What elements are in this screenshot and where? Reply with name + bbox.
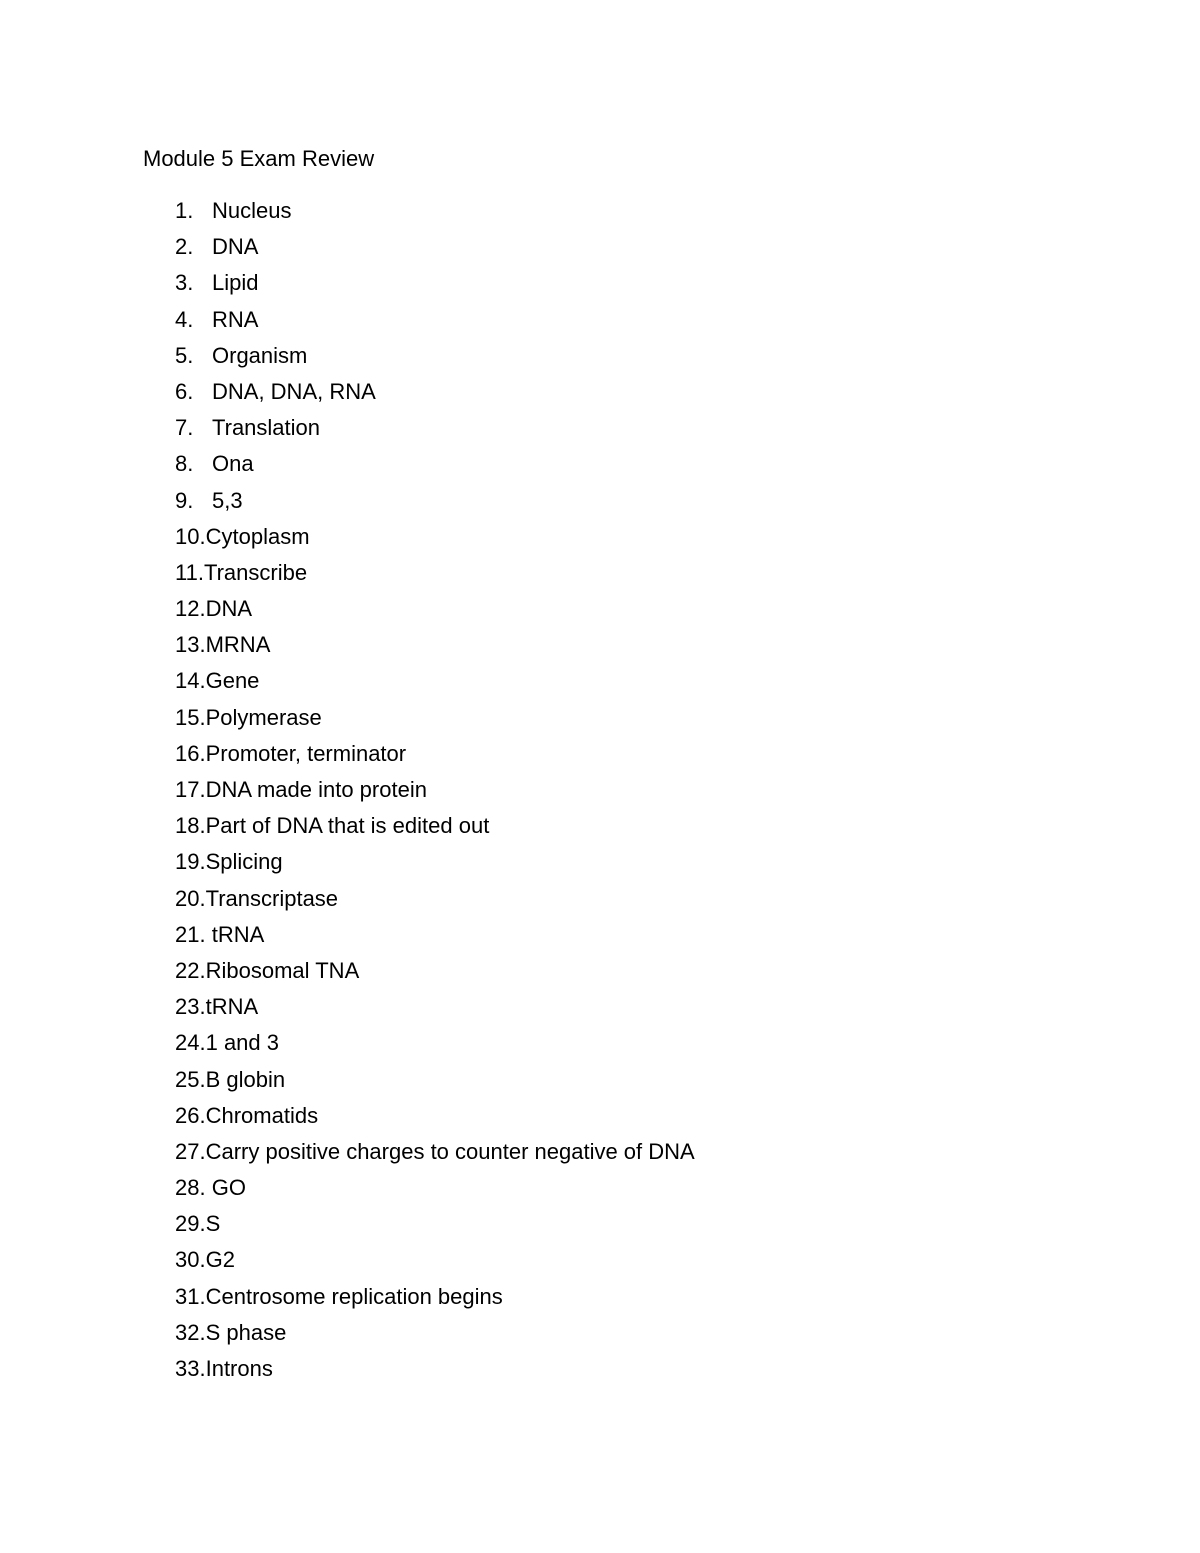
item-answer: GO xyxy=(205,1175,246,1201)
item-answer: tRNA xyxy=(205,994,259,1020)
list-item xyxy=(175,1282,695,1318)
item-number: 17. xyxy=(175,777,206,802)
item-number: 23. xyxy=(175,994,206,1020)
item-answer: Part of DNA that is edited out xyxy=(205,813,490,839)
item-answer: Centrosome replication begins xyxy=(205,1283,503,1309)
item-number: 12. xyxy=(175,596,206,622)
list-item xyxy=(175,630,695,666)
item-answer: Ona xyxy=(212,451,254,477)
list-item xyxy=(175,1354,695,1390)
item-answer: Transcribe xyxy=(203,559,308,585)
item-answer: Translation xyxy=(212,415,321,441)
item-answer: Chromatids xyxy=(205,1102,319,1128)
item-number: 1. xyxy=(175,198,194,223)
item-answer: Ribosomal TNA xyxy=(205,957,360,983)
list-item xyxy=(175,377,695,413)
list-item xyxy=(175,305,695,341)
item-answer: tRNA xyxy=(205,921,265,947)
item-answer: 1 and 3 xyxy=(205,1030,279,1056)
item-answer: DNA, DNA, RNA xyxy=(212,378,376,404)
item-number: 18. xyxy=(175,813,206,839)
list-item xyxy=(175,1318,695,1354)
item-answer: Lipid xyxy=(212,270,259,296)
list-item xyxy=(175,413,695,449)
item-number: 2. xyxy=(175,234,194,260)
list-item xyxy=(175,1173,695,1209)
item-number: 21. xyxy=(175,921,206,947)
answer-list xyxy=(175,196,695,1390)
list-item xyxy=(175,884,695,920)
item-number: 14. xyxy=(175,668,206,694)
item-number: 32. xyxy=(175,1319,206,1345)
item-number: 28. xyxy=(175,1175,206,1201)
list-item xyxy=(175,558,695,594)
item-number: 31. xyxy=(175,1283,206,1309)
item-answer: DNA xyxy=(212,234,259,260)
item-answer: RNA xyxy=(212,306,259,332)
item-number: 20. xyxy=(175,885,206,911)
list-item xyxy=(175,847,695,883)
item-number: 33. xyxy=(175,1356,206,1381)
item-answer: Nucleus xyxy=(212,198,292,223)
item-number: 26. xyxy=(175,1102,206,1128)
list-item xyxy=(175,666,695,702)
list-item xyxy=(175,522,695,558)
list-item xyxy=(175,1245,695,1281)
item-answer: Polymerase xyxy=(205,704,322,730)
item-answer: S phase xyxy=(205,1319,287,1345)
item-number: 13. xyxy=(175,632,206,658)
item-number: 25. xyxy=(175,1066,206,1092)
list-item xyxy=(175,992,695,1028)
item-answer: Promoter, terminator xyxy=(205,740,407,766)
list-item xyxy=(175,1065,695,1101)
list-item xyxy=(175,1209,695,1245)
item-answer: G2 xyxy=(205,1247,235,1273)
list-item xyxy=(175,1101,695,1137)
item-answer: Splicing xyxy=(205,849,283,875)
list-item xyxy=(175,739,695,775)
item-answer: 5,3 xyxy=(212,487,243,513)
item-answer: Introns xyxy=(205,1356,273,1381)
list-item xyxy=(175,341,695,377)
item-answer: Organism xyxy=(212,342,308,368)
item-number: 16. xyxy=(175,740,206,766)
item-number: 6. xyxy=(175,378,194,404)
list-item xyxy=(175,1137,695,1173)
item-number: 30. xyxy=(175,1247,206,1273)
item-number: 19. xyxy=(175,849,206,875)
list-item xyxy=(175,703,695,739)
item-number: 4. xyxy=(175,306,194,332)
item-number: 15. xyxy=(175,704,206,730)
list-item xyxy=(175,232,695,268)
item-answer: B globin xyxy=(205,1066,286,1092)
item-number: 27. xyxy=(175,1138,206,1164)
item-answer: S xyxy=(205,1211,221,1237)
item-number: 29. xyxy=(175,1211,206,1237)
item-answer: DNA xyxy=(205,596,253,622)
document-title: Module 5 Exam Review xyxy=(143,146,375,171)
item-answer: Carry positive charges to counter negative of DNA xyxy=(205,1138,695,1164)
item-answer: Gene xyxy=(205,668,260,694)
item-answer: Transcriptase xyxy=(205,885,339,911)
item-number: 10. xyxy=(175,523,206,549)
list-item xyxy=(175,594,695,630)
item-number: 3. xyxy=(175,270,194,296)
item-answer: MRNA xyxy=(205,632,271,658)
list-item xyxy=(175,486,695,522)
list-item xyxy=(175,268,695,304)
list-item xyxy=(175,920,695,956)
list-item xyxy=(175,1028,695,1064)
list-item xyxy=(175,956,695,992)
item-number: 11. xyxy=(175,559,204,585)
item-number: 8. xyxy=(175,451,194,477)
list-item xyxy=(175,449,695,485)
item-number: 7. xyxy=(175,415,194,441)
item-number: 9. xyxy=(175,487,194,513)
item-answer: Cytoplasm xyxy=(205,523,310,549)
item-number: 5. xyxy=(175,342,194,368)
item-answer: DNA made into protein xyxy=(205,777,427,802)
item-number: 22. xyxy=(175,957,206,983)
list-item xyxy=(175,196,695,232)
list-item xyxy=(175,811,695,847)
item-number: 24. xyxy=(175,1030,206,1056)
list-item xyxy=(175,775,695,811)
